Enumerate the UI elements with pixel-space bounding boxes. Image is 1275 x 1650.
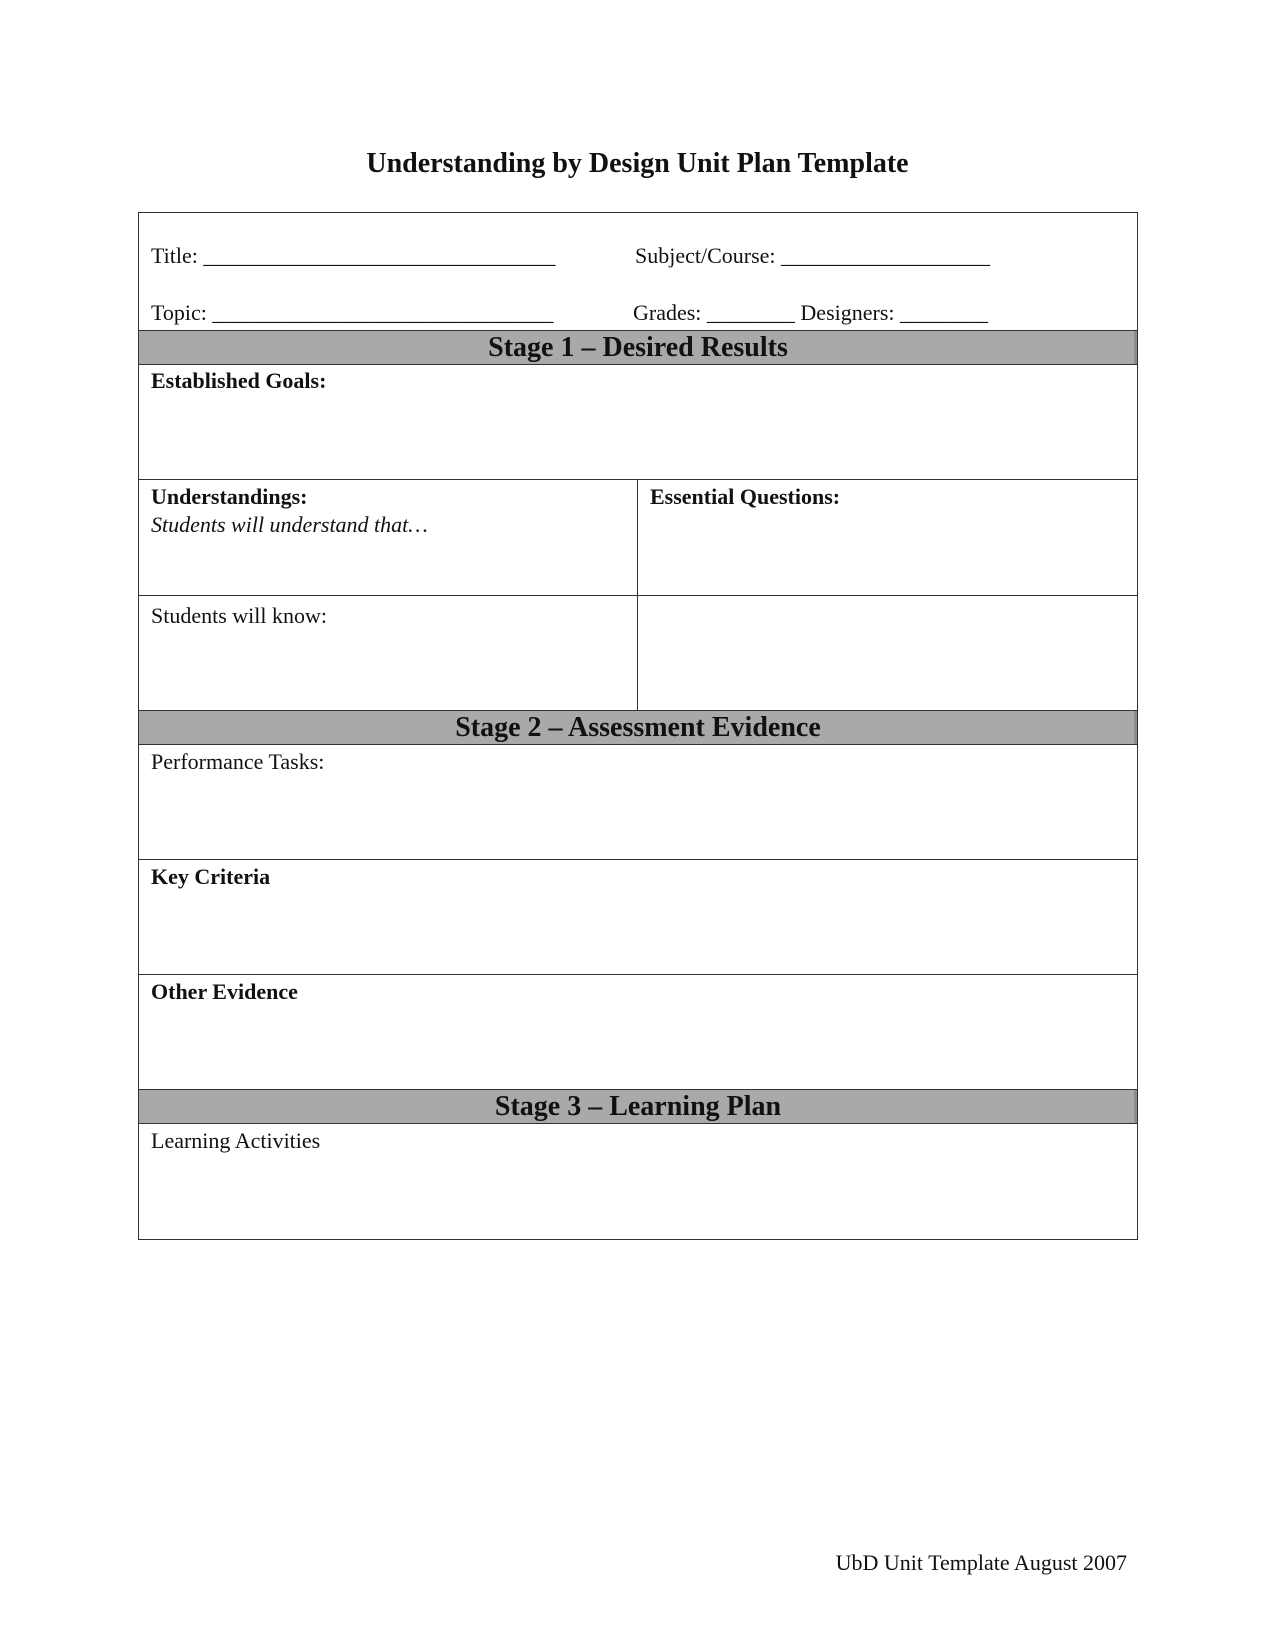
- stage-1-heading: Stage 1 – Desired Results: [139, 331, 1137, 365]
- essential-questions-label: Essential Questions:: [650, 484, 841, 509]
- stage-2-heading: Stage 2 – Assessment Evidence: [139, 711, 1137, 745]
- knowledge-row: [139, 596, 1137, 711]
- knowledge-right-cell[interactable]: [638, 596, 1137, 710]
- unit-plan-form: [138, 212, 1138, 1240]
- footer-text: UbD Unit Template August 2007: [835, 1550, 1127, 1575]
- essential-questions-cell[interactable]: [638, 480, 1137, 595]
- subject-course-field[interactable]: Subject/Course: ___________________: [635, 243, 991, 268]
- learning-activities-label: Learning Activities: [151, 1128, 321, 1153]
- stage-3-heading: Stage 3 – Learning Plan: [139, 1090, 1137, 1124]
- performance-tasks-label: Performance Tasks:: [151, 749, 325, 774]
- grades-designers-field[interactable]: Grades: ________ Designers: ________: [633, 300, 989, 325]
- understandings-label: Understandings:: [151, 484, 308, 509]
- key-criteria-label: Key Criteria: [151, 864, 271, 889]
- students-will-know-cell[interactable]: [139, 596, 638, 710]
- other-evidence-label: Other Evidence: [151, 979, 298, 1004]
- learning-activities-cell[interactable]: [139, 1124, 1137, 1239]
- topic-field[interactable]: Topic: _______________________________: [151, 300, 554, 325]
- understandings-row: [139, 480, 1137, 596]
- established-goals-label: Established Goals:: [151, 368, 327, 393]
- key-criteria-cell[interactable]: [139, 860, 1137, 975]
- performance-tasks-cell[interactable]: [139, 745, 1137, 860]
- document-title: Understanding by Design Unit Plan Template: [366, 148, 909, 179]
- understandings-prompt: Students will understand that…: [151, 512, 428, 537]
- title-field[interactable]: Title: ________________________________: [151, 243, 556, 268]
- understandings-cell[interactable]: [139, 480, 638, 595]
- students-will-know-label: Students will know:: [151, 603, 328, 628]
- unit-header-fields: [139, 213, 1137, 331]
- established-goals-cell[interactable]: [139, 365, 1137, 480]
- other-evidence-cell[interactable]: [139, 975, 1137, 1090]
